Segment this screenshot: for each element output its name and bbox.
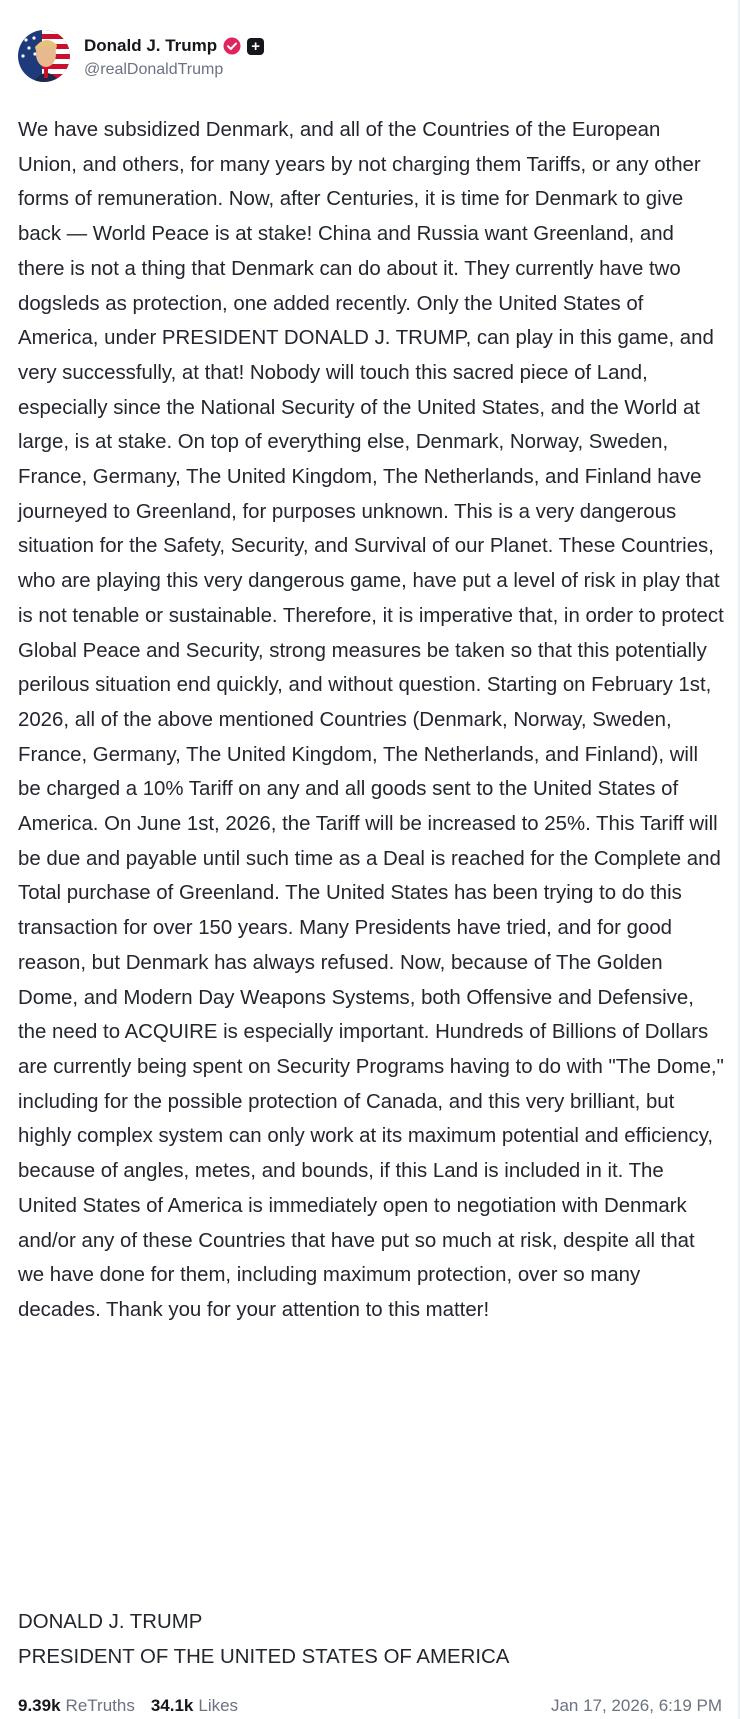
retruths-stat[interactable] (18, 1696, 135, 1716)
post-body: We have subsidized Denmark, and all of the Countries of the European Union, and others, for many years by not charging them Tariffs, or any other forms of remuneration. Now, after Centuries, it is time for Denmark to give back — World Peace is at stake! China and Russia want Greenland, and there is not a thing that Denmark can do about it. They currently have two dogsleds as protection, one added recently. Only the United States of America, under PRESIDENT DONALD J. TRUMP, can play in this game, and very successfully, at that! Nobody will touch this sacred piece of Land, especially since the National Security of the United States, and the World at large, is at stake. On top of everything else, Denmark, Norway, Sweden, France, Germany, The United Kingdom, The Netherlands, and Finland have journeyed to Greenland, for purposes unknown. This is a very dangerous situation for the Safety, Security, and Survival of our Planet. These Countries, who are playing this very dangerous game, have put a level of risk in play that is not tenable or sustainable. Therefore, it is imperative that, in order to protect Global Peace and Security, strong measures be taken so that this potentially perilous situation end quickly, and without question. Starting on February 1st, 2026, all of the above mentioned Countries (Denmark, Norway, Sweden, France, Germany, The United Kingdom, The Netherlands, and Finland), will be charged a 10% Tariff on any and all goods sent to the United States of America. On June 1st, 2026, the Tariff will be increased to 25%. This Tariff will be due and payable until such time as a Deal is reached for the Complete and Total purchase of Greenland. The United States has been trying to do this transaction for over 150 years. Many Presidents have tried, and for good reason, but Denmark has always refused. Now, because of The Golden Dome, and Modern Day Weapons Systems, both Offensive and Defensive, the need to ACQUIRE is especially important. Hundreds of Billions of Dollars are currently being spent on Security Programs having to do with "The Dome," including for the possible protection of Canada, and this very brilliant, but highly complex system can only work at its maximum potential and efficiency, because of angles, metes, and bounds, if this Land is included in it. The United States of America is immediately open to negotiation with Denmark and/or any of these Countries that have put so much at risk, despite all that we have done for them, including maximum protection, over so many decades. Thank you for your attention to this matter! (18, 119, 724, 1321)
retruths-count: 9.39k (18, 1696, 61, 1715)
plus-square-icon: + (247, 38, 264, 55)
signature-title: PRESIDENT OF THE UNITED STATES OF AMERICA (18, 1645, 510, 1668)
post-header (18, 28, 264, 84)
likes-label: Likes (198, 1696, 239, 1715)
likes-count: 34.1k (150, 1696, 194, 1715)
post-signature (18, 1605, 724, 1674)
author-names (84, 33, 264, 79)
post-stats-bar (18, 1694, 722, 1718)
signature-name: DONALD J. TRUMP (18, 1611, 203, 1633)
retruths-label: ReTruths (65, 1696, 135, 1715)
post-timestamp[interactable]: Jan 17, 2026, 6:19 PM (550, 1696, 722, 1715)
avatar[interactable] (18, 30, 70, 82)
display-name[interactable]: Donald J. Trump (84, 36, 218, 55)
user-handle[interactable]: @realDonaldTrump (84, 61, 224, 78)
verified-badge-icon (223, 37, 241, 55)
avatar-image (18, 30, 70, 82)
likes-stat[interactable] (151, 1696, 238, 1716)
name-row (84, 33, 264, 59)
